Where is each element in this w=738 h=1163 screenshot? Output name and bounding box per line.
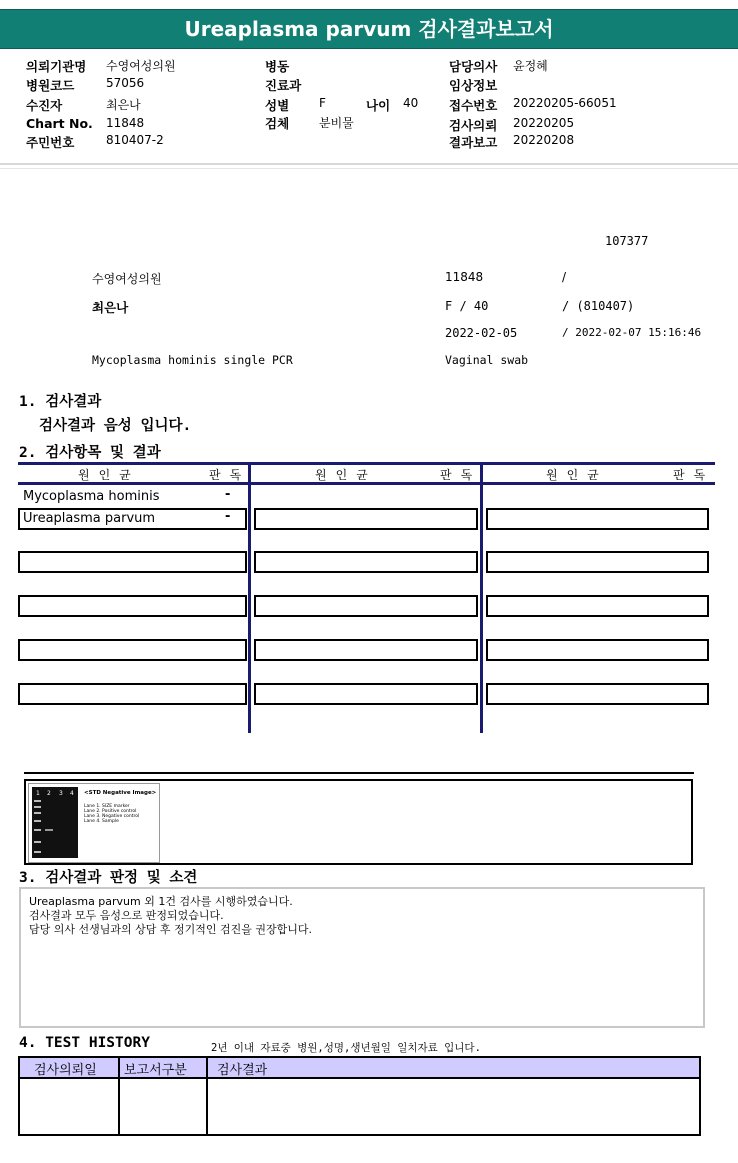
gel-band	[34, 841, 41, 843]
summary-report-datetime: / 2022-02-07 15:16:46	[562, 326, 702, 339]
col1-header-pathogen: 원인균	[78, 468, 140, 482]
history-col-result: 검사결과	[217, 1063, 268, 1078]
row1-pathogen: Mycoplasma hominis	[23, 489, 160, 504]
result-cell	[254, 683, 478, 705]
gel-band	[34, 812, 41, 814]
result-cell	[18, 551, 247, 573]
label-age: 나이	[366, 98, 391, 113]
history-col-report-type: 보고서구분	[124, 1063, 187, 1078]
gel-lane-label: 2	[47, 790, 51, 797]
col3-header-pathogen: 원인균	[546, 468, 608, 482]
value-doctor: 윤정혜	[513, 59, 548, 73]
gel-photo	[32, 787, 78, 858]
opinion-line: 담당 의사 선생님과의 상담 후 정기적인 검진을 권장합니다.	[29, 923, 312, 936]
summary-specimen: Vaginal swab	[445, 353, 529, 367]
table-col-divider-1	[248, 462, 251, 733]
summary-slash: /	[562, 270, 567, 284]
gel-lane-label: 3	[59, 790, 63, 797]
summary-birth: / (810407)	[562, 299, 635, 313]
result-cell	[254, 639, 478, 661]
row2-verdict: -	[225, 509, 231, 524]
value-request-date: 20220205	[513, 116, 575, 130]
result-cell	[254, 508, 478, 530]
label-sex: 성별	[265, 98, 290, 113]
gel-band	[34, 806, 41, 808]
result-cell	[18, 683, 247, 705]
opinion-box	[19, 887, 705, 1028]
label-doctor: 담당의사	[449, 59, 498, 74]
gel-title: <STD Negative Image>	[84, 790, 157, 796]
label-receipt-no: 접수번호	[449, 98, 498, 113]
result-cell	[486, 639, 709, 661]
result-cell	[18, 639, 247, 661]
section1-result-text: 검사결과 음성 입니다.	[39, 418, 192, 434]
value-specimen: 분비물	[319, 116, 354, 130]
result-cell	[486, 551, 709, 573]
result-cell	[254, 551, 478, 573]
label-resident-no: 주민번호	[26, 135, 75, 150]
result-cell	[486, 595, 709, 617]
result-cell	[254, 595, 478, 617]
value-hospital-code: 57056	[106, 76, 145, 90]
row2-pathogen: Ureaplasma parvum	[23, 511, 156, 526]
gel-lane-label: 1	[36, 790, 40, 797]
label-request-date: 검사의뢰	[449, 118, 498, 133]
gel-legend-line: Lane 1. SIZE marker	[84, 804, 130, 809]
section3-title: 3. 검사결과 판정 및 소견	[19, 870, 198, 886]
value-sex: F	[319, 96, 326, 110]
history-table-header	[20, 1058, 699, 1079]
value-requester: 수영여성의원	[106, 59, 176, 73]
history-col-divider	[118, 1058, 120, 1134]
label-ward: 병동	[265, 59, 290, 74]
value-chart-no: 11848	[106, 116, 145, 130]
result-cell	[18, 595, 247, 617]
result-cell	[486, 508, 709, 530]
label-patient: 수진자	[26, 98, 63, 113]
gel-band	[34, 829, 41, 831]
col3-header-verdict: 판독	[673, 468, 715, 482]
label-specimen: 검체	[265, 116, 290, 131]
label-department: 진료과	[265, 78, 302, 93]
report-title: Ureaplasma parvum 검사결과보고서	[0, 9, 738, 49]
section4-title: 4. TEST HISTORY	[19, 1035, 150, 1051]
col1-header-verdict: 판독	[209, 468, 251, 482]
table-top-border	[18, 462, 715, 465]
history-table	[18, 1056, 701, 1136]
header-divider	[0, 163, 738, 165]
gel-band	[45, 829, 53, 831]
value-patient: 최은나	[106, 98, 141, 112]
value-resident-no: 810407-2	[106, 133, 164, 147]
label-requester: 의뢰기관명	[26, 59, 87, 74]
gel-top-rule	[24, 772, 694, 774]
section4-note: 2년 이내 자료중 병원,성명,생년월일 일치자료 입니다.	[211, 1042, 481, 1054]
gel-image	[28, 783, 160, 863]
opinion-line: 검사결과 모두 음성으로 판정되었습니다.	[29, 909, 224, 922]
header-divider-2	[0, 168, 738, 169]
summary-patient-name: 최은나	[92, 300, 129, 315]
gel-band	[34, 800, 41, 802]
label-chart-no: Chart No.	[26, 116, 93, 131]
summary-sex-age: F / 40	[445, 299, 489, 313]
section2-title: 2. 검사항목 및 결과	[19, 445, 161, 461]
gel-lane-label: 4	[70, 790, 74, 797]
summary-test-name: Mycoplasma hominis single PCR	[92, 353, 293, 367]
row1-verdict: -	[225, 487, 231, 502]
summary-id-number: 107377	[605, 234, 649, 248]
opinion-line: Ureaplasma parvum 외 1건 검사를 시행하였습니다.	[29, 895, 293, 908]
summary-chart-no: 11848	[445, 270, 484, 284]
section1-title: 1. 검사결과	[19, 394, 102, 410]
table-col-divider-2	[480, 462, 483, 733]
gel-legend-line: Lane 3. Negative control	[84, 814, 140, 819]
value-receipt-no: 20220205-66051	[513, 96, 617, 110]
history-col-divider	[206, 1058, 208, 1134]
summary-request-date: 2022-02-05	[445, 326, 518, 340]
col2-header-verdict: 판독	[440, 468, 482, 482]
gel-band	[34, 851, 41, 853]
gel-legend-line: Lane 2. Positive control	[84, 809, 137, 814]
value-report-date: 20220208	[513, 133, 575, 147]
result-cell	[486, 683, 709, 705]
label-report-date: 결과보고	[449, 135, 498, 150]
history-col-request-date: 검사의뢰일	[34, 1063, 97, 1078]
col2-header-pathogen: 원인균	[315, 468, 377, 482]
gel-band	[34, 820, 41, 822]
label-hospital-code: 병원코드	[26, 78, 75, 93]
label-clinical-info: 임상정보	[449, 78, 498, 93]
gel-legend-line: Lane 4. Sample	[84, 819, 119, 824]
summary-clinic: 수영여성의원	[92, 272, 162, 286]
value-age: 40	[403, 96, 419, 110]
